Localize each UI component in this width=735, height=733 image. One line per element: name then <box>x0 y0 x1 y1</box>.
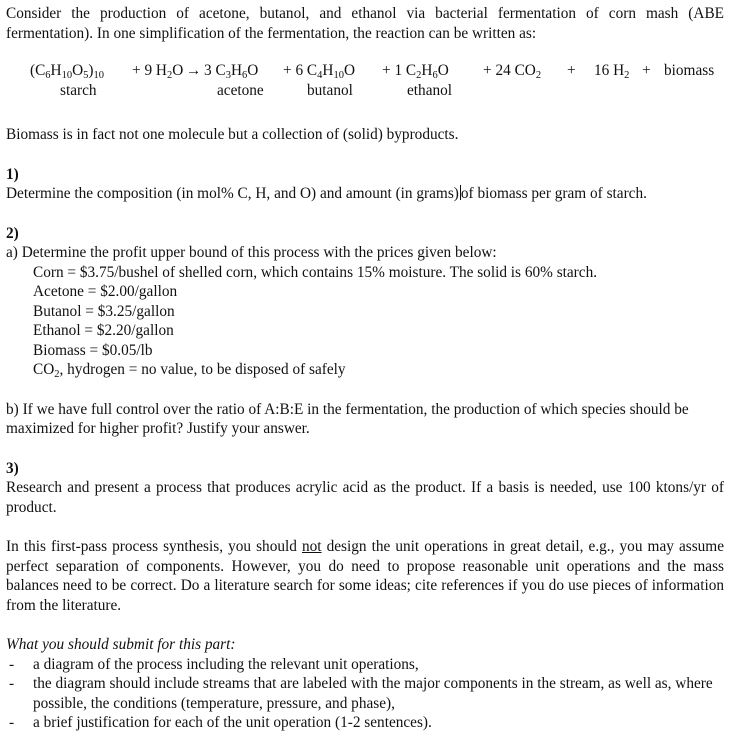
q1-number: 1) <box>6 165 19 183</box>
eq-biomass: biomass <box>664 62 715 79</box>
label-starch: starch <box>60 82 97 99</box>
eq-plus-1: + <box>567 62 576 79</box>
biomass-note: Biomass is in fact not one molecule but a collection of (solid) byproducts. <box>6 126 459 143</box>
price-list <box>6 263 724 380</box>
submit-item: - a diagram of the process including the relevant unit operations, <box>6 655 724 675</box>
eq-arrow: → <box>186 62 202 79</box>
submit-item: - a brief justification for each of the unit operation (1-2 sentences). <box>6 713 724 733</box>
submit-heading: What you should submit for this part: <box>6 636 236 653</box>
q1-text: Determine the composition (in mol% C, H, and O) and amount (in grams) of biomass per gram of starch. <box>6 185 647 202</box>
reaction-equation <box>6 61 724 105</box>
eq-starch: $(C_6H_{10}O_5)_{10}$ <box>30 62 105 81</box>
emphasis-not: not <box>301 538 322 555</box>
synthesis-paragraph: In this first-pass process synthesis, you should not design the unit operations in great detail, e.g., you may assume perfect separation of components. However, you do need to propose reasonable unit operations and the mass balances need to be correct. Do a literature search for some ideas; cite references if you do use pieces of information from the literature. <box>6 538 724 614</box>
label-acetone: acetone <box>217 82 264 99</box>
intro-paragraph: Consider the production of acetone, butanol, and ethanol via bacterial fermentation of corn mash (ABE fermentation). In one simplification of the fermentation, the reaction can be written as: <box>6 5 724 42</box>
price-co2-hydrogen: $CO_2$, hydrogen = no value, to be disposed of safely <box>33 361 346 380</box>
eq-acetone: 3 $C_3H_6O$ <box>204 62 259 81</box>
price-corn: Corn = $3.75/bushel of shelled corn, which contains 15% moisture. The solid is 60% starch. <box>33 263 598 281</box>
eq-ethanol: + 1 $C_2H_6O$ <box>382 62 449 81</box>
submit-list <box>6 655 724 733</box>
price-acetone: Acetone = $2.00/gallon <box>33 283 178 300</box>
document-page <box>6 4 724 733</box>
q2-number: 2) <box>6 224 19 242</box>
eq-plus-2: + <box>642 62 651 79</box>
eq-co2: + 24 $CO_2$ <box>483 62 542 81</box>
label-butanol: butanol <box>307 82 353 99</box>
eq-water: + 9 $H_2O$ <box>132 62 184 81</box>
price-ethanol: Ethanol = $2.20/gallon <box>33 322 174 339</box>
q3-text: Research and present a process that produces acrylic acid as the product. If a basis is needed, use 100 ktons/yr of product. <box>6 479 724 516</box>
eq-h2: 16 $H_2$ <box>594 62 630 81</box>
price-butanol: Butanol = $3.25/gallon <box>33 302 175 320</box>
label-ethanol: ethanol <box>407 82 453 99</box>
q2a-text: a) Determine the profit upper bound of this process with the prices given below: <box>6 244 497 261</box>
eq-butanol: + 6 $C_4H_{10}O$ <box>283 62 356 81</box>
q2b-text: b) If we have full control over the ratio of A:B:E in the fermentation, the production of which species should be maximized for higher profit? Justify your answer. <box>6 400 689 437</box>
price-biomass: Biomass = $0.05/lb <box>33 341 153 359</box>
q3-number: 3) <box>6 459 19 477</box>
submit-item: - the diagram should include streams that are labeled with the major components in the stream, as well as, where possible, the conditions (temperature, pressure, and phase), <box>6 674 724 713</box>
